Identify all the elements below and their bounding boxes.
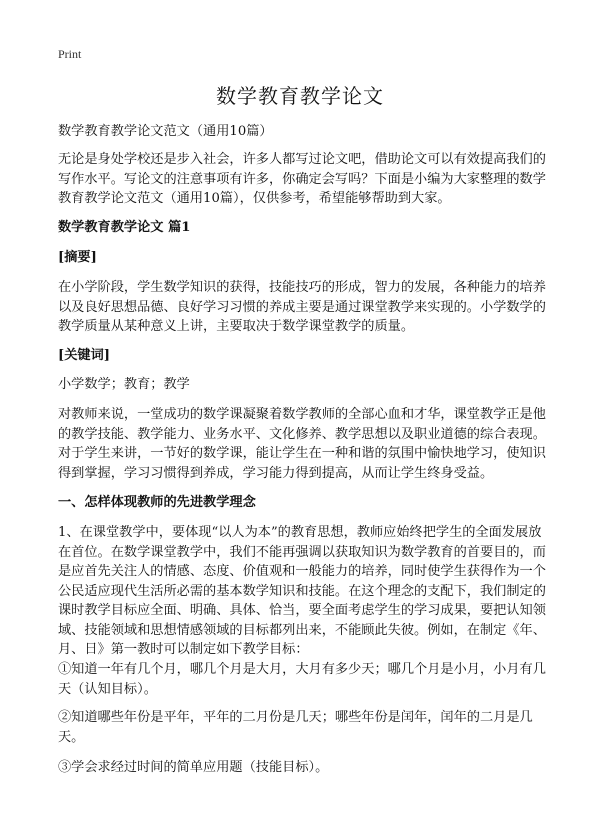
section-title: 数学教育教学论文 篇1	[58, 220, 191, 235]
keywords-label: [关键词]	[58, 348, 111, 363]
teacher-paragraph: 对教师来说，一堂成功的数学课凝聚着数学教师的全部心血和才华，课堂教学正是他的教学技能、教学能力、业务水平、文化修养、教学思想以及职业道德的综合表现。对于学生来讲，一节好的数学课，能让学生在一种和谐的氛围中愉快地学习，使知识得到掌握，学习习惯得到养成，学习能力得到提高，从而让学生终身受益。	[58, 407, 546, 481]
goal-item-one: ①知道一年有几个月，哪几个月是大月，大月有多少天；哪几个月是小月，小月有几天（认知目标）。	[58, 662, 546, 697]
body-paragraph-one: 1、在课堂教学中，要体现“以人为本”的教育思想，教师应始终把学生的全面发展放在首位。在数学课堂教学中，我们不能再强调以获取知识为数学教育的首要目的，而是应首先关注人的情感、态度、价值观和一般能力的培养，同时使学生获得作为一个公民适应现代生活所必需的基本数学知识和技能。在这个理念的支配下，我们制定的课时教学目标应全面、明确、具体、恰当，要全面考虑学生的学习成果，要把认知领域、技能领域和思想情感领域的目标都列出来，不能顾此失彼。例如，在制定《年、月、日》第一教时可以制定如下教学目标：	[58, 525, 546, 657]
abstract-paragraph: 在小学阶段，学生数学知识的获得，技能技巧的形成，智力的发展，各种能力的培养以及良好思想品德、良好学习习惯的养成主要是通过课堂教学来实现的。小学数学的教学质量从某种意义上讲，主要取决于数学课堂教学的质量。	[58, 280, 546, 334]
print-link[interactable]: Print	[58, 47, 82, 61]
document-subtitle: 数学教育教学论文范文（通用10篇）	[58, 124, 273, 139]
keywords-text: 小学数学；教育；教学	[58, 377, 190, 392]
goal-item-three: ③学会求经过时间的简单应用题（技能目标）。	[58, 760, 329, 775]
goal-item-two: ②知道哪些年份是平年，平年的二月份是几天；哪些年份是闰年，闰年的二月是几天。	[58, 710, 533, 745]
abstract-label: [摘要]	[58, 250, 97, 265]
intro-paragraph: 无论是身处学校还是步入社会，许多人都写过论文吧，借助论文可以有效提高我们的写作水平。写论文的注意事项有许多，你确定会写吗？下面是小编为大家整理的数学教育教学论文范文（通用10篇），仅供参考，希望能够帮助到大家。	[58, 152, 546, 206]
page-title: 数学教育教学论文	[216, 84, 384, 108]
section-heading-one: 一、怎样体现教师的先进教学理念	[58, 495, 256, 510]
